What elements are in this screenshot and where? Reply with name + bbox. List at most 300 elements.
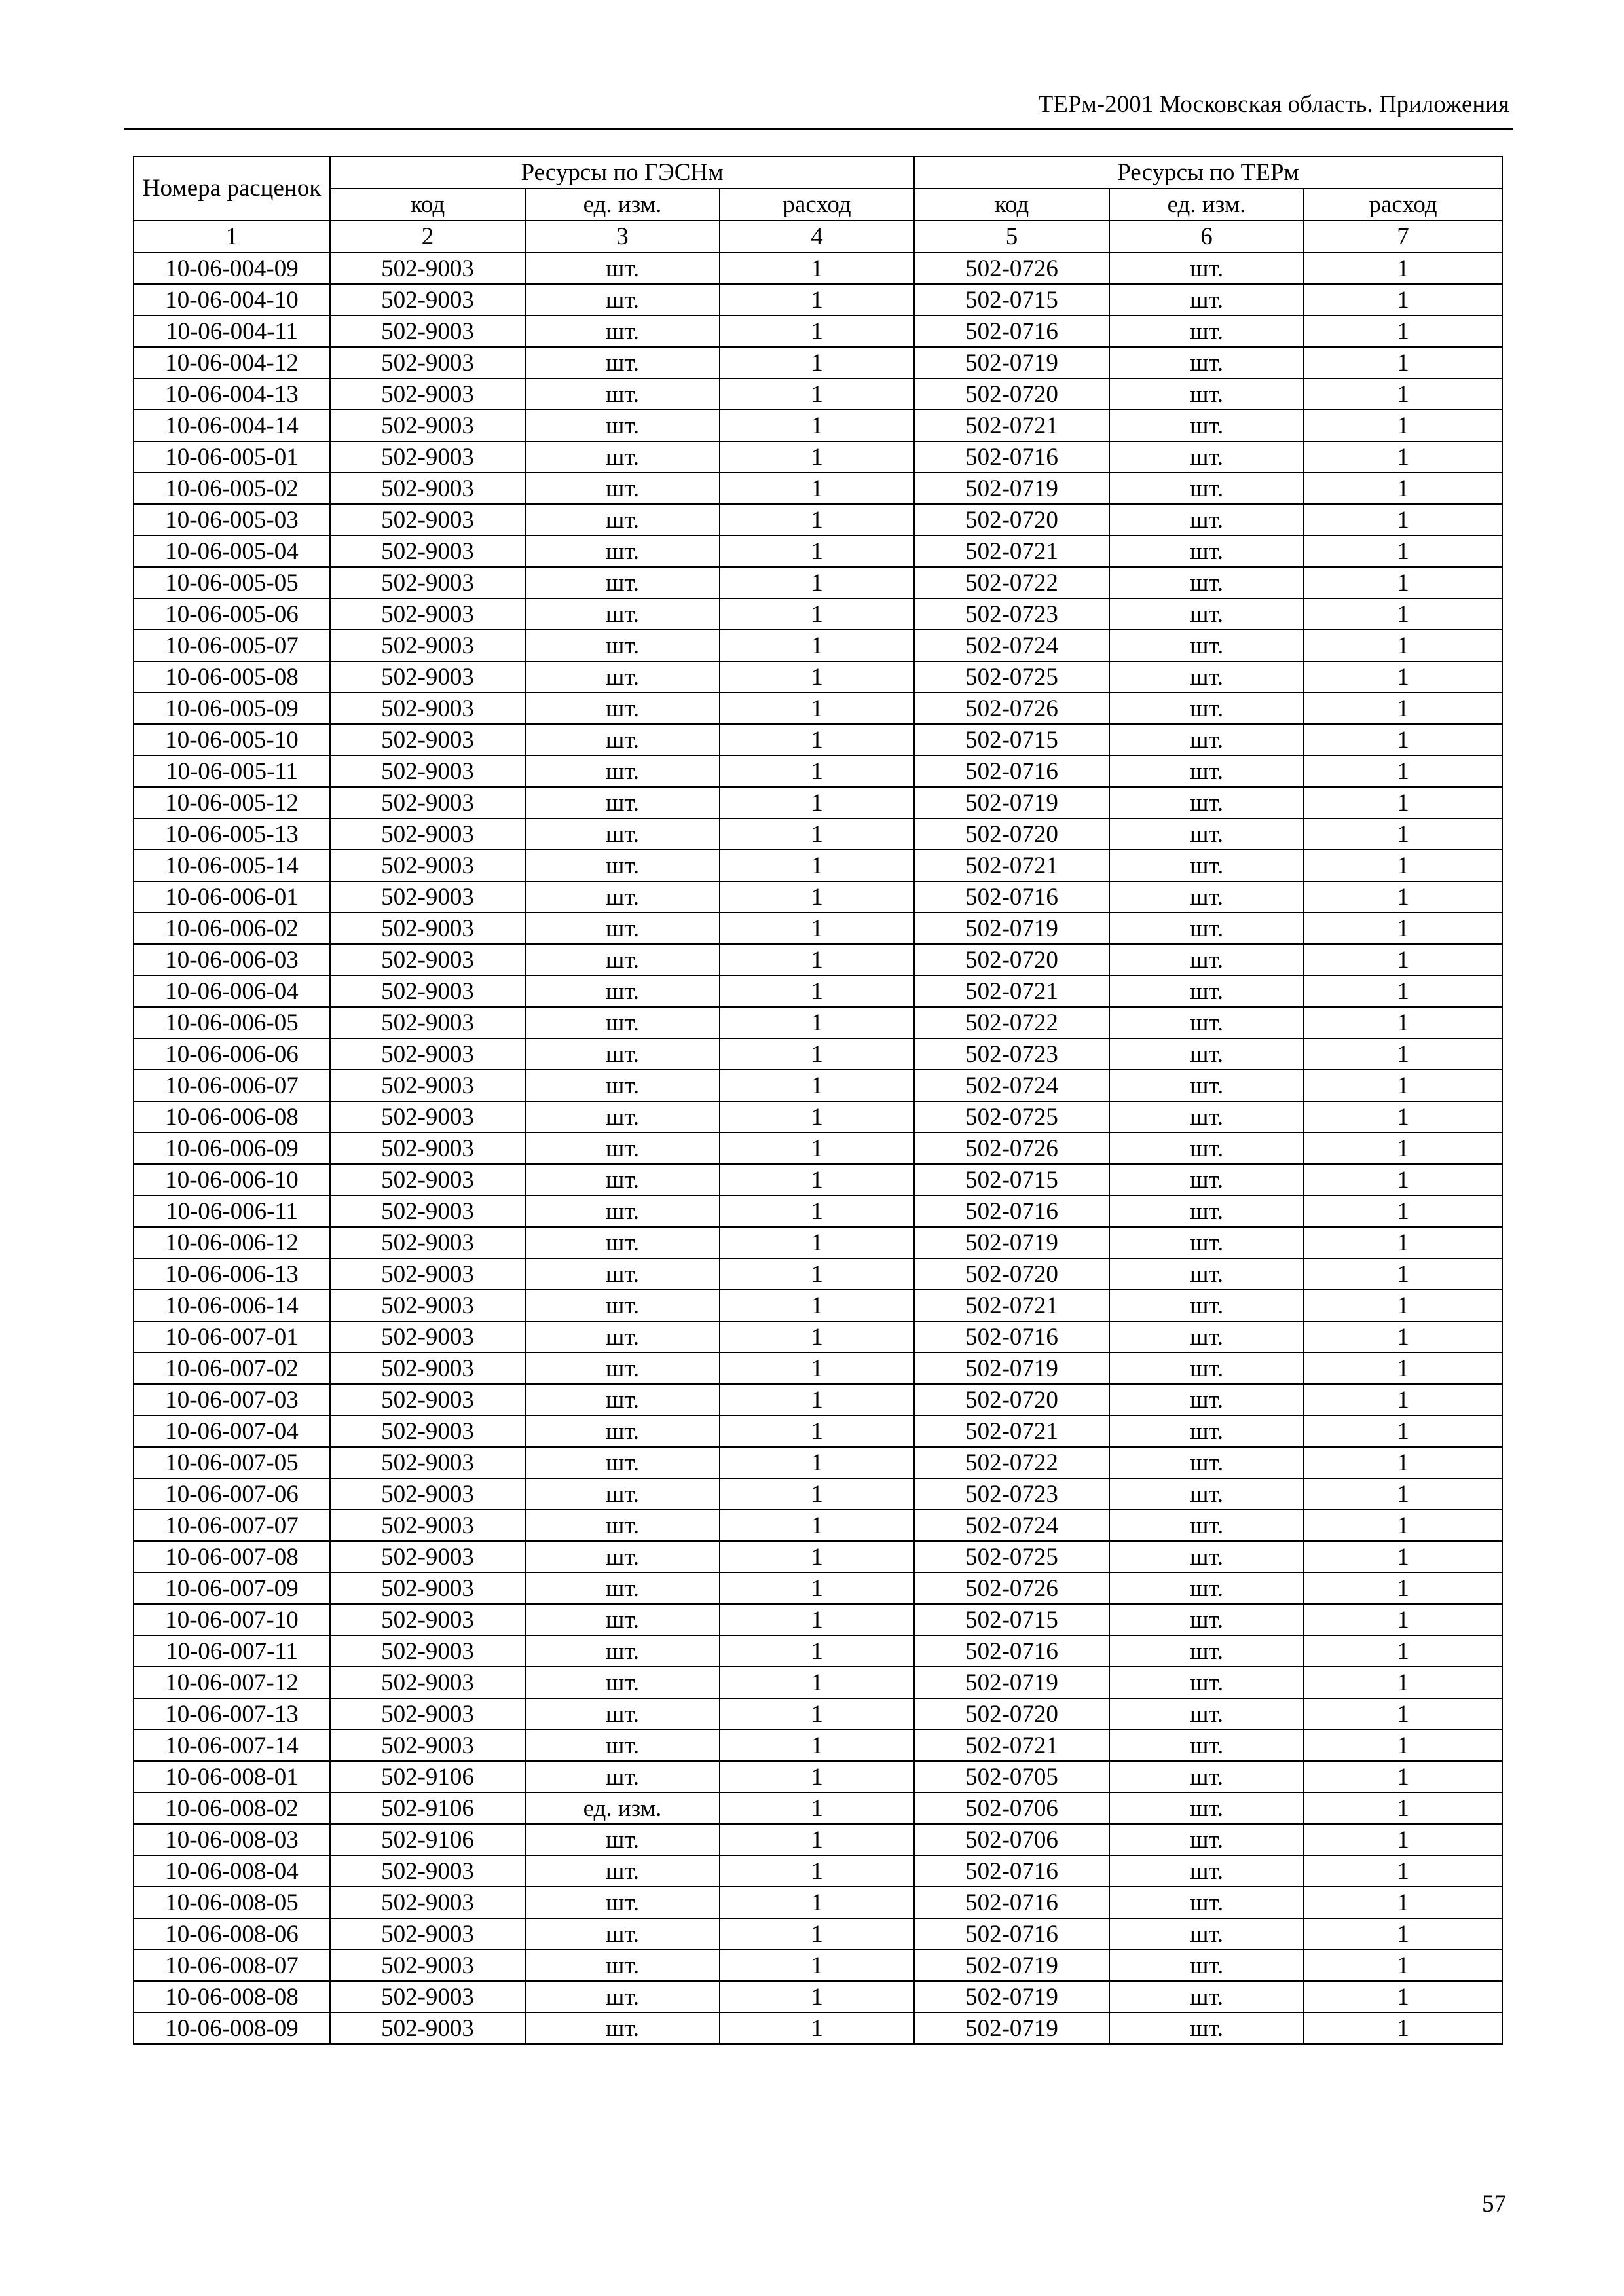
table-row (134, 693, 1502, 724)
ter-code-cell: 502-0715 (914, 284, 1109, 316)
gesn-code-cell: 502-9003 (330, 1227, 525, 1258)
table-header-row-top (134, 156, 1502, 189)
rate-number-cell: 10-06-006-09 (134, 1133, 330, 1164)
ter-consumption-cell: 1 (1304, 756, 1502, 787)
gesn-code-cell: 502-9106 (330, 1761, 525, 1793)
gesn-unit-cell: шт. (525, 724, 720, 756)
ter-unit-cell: шт. (1109, 1887, 1304, 1918)
ter-code-cell: 502-0722 (914, 567, 1109, 598)
rate-number-cell: 10-06-004-10 (134, 284, 330, 316)
rate-number-cell: 10-06-007-12 (134, 1667, 330, 1698)
gesn-code-cell: 502-9003 (330, 284, 525, 316)
table-row (134, 975, 1502, 1007)
rate-number-cell: 10-06-007-10 (134, 1604, 330, 1635)
rate-number-cell: 10-06-004-11 (134, 316, 330, 347)
ter-consumption-cell: 1 (1304, 410, 1502, 441)
gesn-unit-cell: шт. (525, 1070, 720, 1101)
column-header-ter-consumption: расход (1304, 189, 1502, 221)
ter-unit-cell: шт. (1109, 724, 1304, 756)
gesn-code-cell: 502-9003 (330, 1981, 525, 2013)
gesn-code-cell: 502-9003 (330, 598, 525, 630)
ter-unit-cell: шт. (1109, 1353, 1304, 1384)
table-row (134, 253, 1502, 284)
ter-code-cell: 502-0721 (914, 1730, 1109, 1761)
column-header-gesn-code: код (330, 189, 525, 221)
ter-code-cell: 502-0716 (914, 1918, 1109, 1950)
ter-consumption-cell: 1 (1304, 567, 1502, 598)
gesn-unit-cell: шт. (525, 1164, 720, 1195)
gesn-consumption-cell: 1 (720, 1258, 914, 1290)
ter-unit-cell: шт. (1109, 850, 1304, 881)
gesn-code-cell: 502-9003 (330, 630, 525, 661)
gesn-code-cell: 502-9003 (330, 1950, 525, 1981)
ter-code-cell: 502-0726 (914, 1133, 1109, 1164)
table-row (134, 1887, 1502, 1918)
gesn-consumption-cell: 1 (720, 1038, 914, 1070)
gesn-consumption-cell: 1 (720, 693, 914, 724)
gesn-consumption-cell: 1 (720, 881, 914, 913)
gesn-code-cell: 502-9003 (330, 1887, 525, 1918)
gesn-consumption-cell: 1 (720, 347, 914, 378)
ter-consumption-cell: 1 (1304, 661, 1502, 693)
table-row (134, 473, 1502, 504)
ter-unit-cell: шт. (1109, 504, 1304, 536)
gesn-unit-cell: шт. (525, 1855, 720, 1887)
table-row (134, 1007, 1502, 1038)
table-row (134, 1227, 1502, 1258)
ter-code-cell: 502-0716 (914, 1321, 1109, 1353)
gesn-consumption-cell: 1 (720, 1761, 914, 1793)
gesn-code-cell: 502-9003 (330, 1541, 525, 1573)
rate-number-cell: 10-06-005-11 (134, 756, 330, 787)
ter-unit-cell: шт. (1109, 1415, 1304, 1447)
page-number: 57 (1482, 2191, 1506, 2217)
table-row (134, 1667, 1502, 1698)
gesn-unit-cell: шт. (525, 1635, 720, 1667)
ter-code-cell: 502-0723 (914, 1038, 1109, 1070)
rate-number-cell: 10-06-007-04 (134, 1415, 330, 1447)
ter-code-cell: 502-0715 (914, 1604, 1109, 1635)
ter-code-cell: 502-0721 (914, 410, 1109, 441)
resources-table (133, 156, 1503, 2045)
gesn-unit-cell: шт. (525, 693, 720, 724)
ter-unit-cell: шт. (1109, 1573, 1304, 1604)
ter-unit-cell: шт. (1109, 567, 1304, 598)
gesn-code-cell: 502-9003 (330, 1038, 525, 1070)
gesn-unit-cell: шт. (525, 944, 720, 975)
gesn-code-cell: 502-9003 (330, 536, 525, 567)
gesn-code-cell: 502-9003 (330, 1070, 525, 1101)
gesn-consumption-cell: 1 (720, 1447, 914, 1478)
ter-consumption-cell: 1 (1304, 1855, 1502, 1887)
rate-number-cell: 10-06-006-01 (134, 881, 330, 913)
gesn-unit-cell: шт. (525, 316, 720, 347)
ter-code-cell: 502-0722 (914, 1447, 1109, 1478)
gesn-unit-cell: шт. (525, 1824, 720, 1855)
gesn-consumption-cell: 1 (720, 1227, 914, 1258)
ter-consumption-cell: 1 (1304, 536, 1502, 567)
ter-unit-cell: шт. (1109, 1007, 1304, 1038)
gesn-unit-cell: шт. (525, 1258, 720, 1290)
gesn-code-cell: 502-9003 (330, 1855, 525, 1887)
ter-unit-cell: шт. (1109, 787, 1304, 818)
ter-unit-cell: шт. (1109, 661, 1304, 693)
table-row (134, 661, 1502, 693)
ter-code-cell: 502-0716 (914, 1855, 1109, 1887)
gesn-consumption-cell: 1 (720, 630, 914, 661)
table-row (134, 504, 1502, 536)
gesn-code-cell: 502-9003 (330, 441, 525, 473)
gesn-consumption-cell: 1 (720, 473, 914, 504)
column-number-4: 4 (720, 221, 914, 253)
rate-number-cell: 10-06-006-10 (134, 1164, 330, 1195)
rate-number-cell: 10-06-005-13 (134, 818, 330, 850)
gesn-consumption-cell: 1 (720, 1478, 914, 1510)
ter-consumption-cell: 1 (1304, 1101, 1502, 1133)
ter-code-cell: 502-0715 (914, 1164, 1109, 1195)
ter-code-cell: 502-0722 (914, 1007, 1109, 1038)
column-number-6: 6 (1109, 221, 1304, 253)
ter-consumption-cell: 1 (1304, 1635, 1502, 1667)
gesn-unit-cell: шт. (525, 1195, 720, 1227)
rate-number-cell: 10-06-008-06 (134, 1918, 330, 1950)
ter-unit-cell: шт. (1109, 253, 1304, 284)
ter-consumption-cell: 1 (1304, 1384, 1502, 1415)
ter-code-cell: 502-0716 (914, 441, 1109, 473)
rate-number-cell: 10-06-008-03 (134, 1824, 330, 1855)
ter-consumption-cell: 1 (1304, 1415, 1502, 1447)
table-row (134, 1510, 1502, 1541)
table-row (134, 1415, 1502, 1447)
rate-number-cell: 10-06-007-13 (134, 1698, 330, 1730)
table-row (134, 1855, 1502, 1887)
rate-number-cell: 10-06-006-06 (134, 1038, 330, 1070)
gesn-unit-cell: шт. (525, 598, 720, 630)
ter-consumption-cell: 1 (1304, 1541, 1502, 1573)
table-row (134, 1635, 1502, 1667)
gesn-unit-cell: шт. (525, 850, 720, 881)
ter-consumption-cell: 1 (1304, 881, 1502, 913)
ter-code-cell: 502-0719 (914, 913, 1109, 944)
ter-code-cell: 502-0706 (914, 1793, 1109, 1824)
gesn-unit-cell: шт. (525, 1667, 720, 1698)
gesn-consumption-cell: 1 (720, 818, 914, 850)
table-row (134, 850, 1502, 881)
table-row (134, 1447, 1502, 1478)
ter-code-cell: 502-0719 (914, 1227, 1109, 1258)
gesn-code-cell: 502-9003 (330, 881, 525, 913)
ter-code-cell: 502-0720 (914, 378, 1109, 410)
gesn-consumption-cell: 1 (720, 1887, 914, 1918)
gesn-consumption-cell: 1 (720, 661, 914, 693)
column-number-7: 7 (1304, 221, 1502, 253)
ter-consumption-cell: 1 (1304, 598, 1502, 630)
rate-number-cell: 10-06-004-09 (134, 253, 330, 284)
ter-code-cell: 502-0716 (914, 881, 1109, 913)
table-row (134, 1290, 1502, 1321)
ter-consumption-cell: 1 (1304, 1478, 1502, 1510)
gesn-consumption-cell: 1 (720, 1101, 914, 1133)
rate-number-cell: 10-06-008-01 (134, 1761, 330, 1793)
table-row (134, 944, 1502, 975)
column-header-ter-unit: ед. изм. (1109, 189, 1304, 221)
rate-number-cell: 10-06-007-05 (134, 1447, 330, 1478)
gesn-code-cell: 502-9003 (330, 1447, 525, 1478)
gesn-unit-cell: шт. (525, 1101, 720, 1133)
gesn-consumption-cell: 1 (720, 756, 914, 787)
gesn-unit-cell: шт. (525, 1918, 720, 1950)
gesn-unit-cell: шт. (525, 473, 720, 504)
gesn-unit-cell: шт. (525, 2013, 720, 2044)
gesn-unit-cell: шт. (525, 567, 720, 598)
ter-unit-cell: шт. (1109, 1604, 1304, 1635)
ter-unit-cell: шт. (1109, 410, 1304, 441)
gesn-unit-cell: шт. (525, 818, 720, 850)
ter-unit-cell: шт. (1109, 441, 1304, 473)
gesn-unit-cell: шт. (525, 1290, 720, 1321)
gesn-code-cell: 502-9003 (330, 818, 525, 850)
column-group-ter: Ресурсы по ТЕРм (914, 156, 1502, 189)
rate-number-cell: 10-06-005-03 (134, 504, 330, 536)
ter-consumption-cell: 1 (1304, 1761, 1502, 1793)
table-row (134, 1981, 1502, 2013)
table-row (134, 1824, 1502, 1855)
rate-number-cell: 10-06-006-04 (134, 975, 330, 1007)
ter-unit-cell: шт. (1109, 1824, 1304, 1855)
gesn-unit-cell: шт. (525, 504, 720, 536)
gesn-code-cell: 502-9003 (330, 944, 525, 975)
ter-consumption-cell: 1 (1304, 1195, 1502, 1227)
rate-number-cell: 10-06-008-05 (134, 1887, 330, 1918)
gesn-consumption-cell: 1 (720, 1290, 914, 1321)
rate-number-cell: 10-06-008-07 (134, 1950, 330, 1981)
gesn-unit-cell: шт. (525, 913, 720, 944)
table-row (134, 1698, 1502, 1730)
gesn-code-cell: 502-9003 (330, 1101, 525, 1133)
gesn-unit-cell: шт. (525, 756, 720, 787)
ter-consumption-cell: 1 (1304, 787, 1502, 818)
gesn-code-cell: 502-9003 (330, 2013, 525, 2044)
ter-consumption-cell: 1 (1304, 1510, 1502, 1541)
ter-unit-cell: шт. (1109, 1258, 1304, 1290)
table-row (134, 347, 1502, 378)
ter-consumption-cell: 1 (1304, 1164, 1502, 1195)
ter-consumption-cell: 1 (1304, 347, 1502, 378)
ter-code-cell: 502-0716 (914, 1635, 1109, 1667)
ter-consumption-cell: 1 (1304, 1981, 1502, 2013)
gesn-code-cell: 502-9003 (330, 253, 525, 284)
ter-consumption-cell: 1 (1304, 913, 1502, 944)
gesn-unit-cell: шт. (525, 284, 720, 316)
table-row (134, 630, 1502, 661)
ter-code-cell: 502-0720 (914, 504, 1109, 536)
ter-code-cell: 502-0720 (914, 1384, 1109, 1415)
table-row (134, 1164, 1502, 1195)
table-row (134, 1038, 1502, 1070)
ter-unit-cell: шт. (1109, 756, 1304, 787)
ter-code-cell: 502-0724 (914, 630, 1109, 661)
gesn-code-cell: 502-9003 (330, 1007, 525, 1038)
gesn-consumption-cell: 1 (720, 1855, 914, 1887)
rate-number-cell: 10-06-007-08 (134, 1541, 330, 1573)
table-row (134, 818, 1502, 850)
ter-unit-cell: шт. (1109, 598, 1304, 630)
gesn-consumption-cell: 1 (720, 284, 914, 316)
gesn-consumption-cell: 1 (720, 1824, 914, 1855)
rate-number-cell: 10-06-005-04 (134, 536, 330, 567)
gesn-code-cell: 502-9003 (330, 1321, 525, 1353)
gesn-unit-cell: шт. (525, 378, 720, 410)
column-header-rate-numbers-label: Номера расценок (142, 174, 322, 202)
gesn-code-cell: 502-9003 (330, 1730, 525, 1761)
gesn-unit-cell: шт. (525, 410, 720, 441)
ter-code-cell: 502-0719 (914, 1667, 1109, 1698)
gesn-consumption-cell: 1 (720, 1667, 914, 1698)
table-row (134, 378, 1502, 410)
rate-number-cell: 10-06-005-08 (134, 661, 330, 693)
rate-number-cell: 10-06-004-14 (134, 410, 330, 441)
rate-number-cell: 10-06-004-13 (134, 378, 330, 410)
ter-consumption-cell: 1 (1304, 1573, 1502, 1604)
ter-code-cell: 502-0720 (914, 818, 1109, 850)
gesn-code-cell: 502-9003 (330, 1635, 525, 1667)
ter-consumption-cell: 1 (1304, 316, 1502, 347)
gesn-unit-cell: шт. (525, 1950, 720, 1981)
table-row (134, 567, 1502, 598)
ter-code-cell: 502-0720 (914, 944, 1109, 975)
ter-consumption-cell: 1 (1304, 1447, 1502, 1478)
gesn-unit-cell: шт. (525, 1384, 720, 1415)
ter-consumption-cell: 1 (1304, 1258, 1502, 1290)
table-row (134, 1541, 1502, 1573)
gesn-consumption-cell: 1 (720, 1793, 914, 1824)
ter-unit-cell: шт. (1109, 818, 1304, 850)
ter-consumption-cell: 1 (1304, 630, 1502, 661)
column-group-gesn: Ресурсы по ГЭСНм (330, 156, 914, 189)
rate-number-cell: 10-06-008-09 (134, 2013, 330, 2044)
ter-consumption-cell: 1 (1304, 1918, 1502, 1950)
ter-consumption-cell: 1 (1304, 1290, 1502, 1321)
column-number-3: 3 (525, 221, 720, 253)
table-header-row-sub (134, 189, 1502, 221)
gesn-unit-cell: шт. (525, 1353, 720, 1384)
rate-number-cell: 10-06-006-02 (134, 913, 330, 944)
gesn-code-cell: 502-9003 (330, 347, 525, 378)
ter-unit-cell: шт. (1109, 347, 1304, 378)
table-row (134, 2013, 1502, 2044)
gesn-consumption-cell: 1 (720, 724, 914, 756)
table-row (134, 1604, 1502, 1635)
ter-code-cell: 502-0720 (914, 1258, 1109, 1290)
ter-code-cell: 502-0705 (914, 1761, 1109, 1793)
gesn-consumption-cell: 1 (720, 1070, 914, 1101)
gesn-unit-cell: шт. (525, 441, 720, 473)
gesn-consumption-cell: 1 (720, 567, 914, 598)
ter-consumption-cell: 1 (1304, 1824, 1502, 1855)
gesn-unit-cell: шт. (525, 1761, 720, 1793)
gesn-unit-cell: шт. (525, 787, 720, 818)
rate-number-cell: 10-06-007-01 (134, 1321, 330, 1353)
gesn-unit-cell: шт. (525, 881, 720, 913)
gesn-consumption-cell: 1 (720, 1604, 914, 1635)
gesn-code-cell: 502-9106 (330, 1793, 525, 1824)
ter-code-cell: 502-0706 (914, 1824, 1109, 1855)
gesn-code-cell: 502-9003 (330, 975, 525, 1007)
column-header-ter-code: код (914, 189, 1109, 221)
gesn-consumption-cell: 1 (720, 1353, 914, 1384)
gesn-consumption-cell: 1 (720, 1635, 914, 1667)
table-row (134, 1918, 1502, 1950)
gesn-consumption-cell: 1 (720, 1950, 914, 1981)
ter-consumption-cell: 1 (1304, 253, 1502, 284)
gesn-unit-cell: шт. (525, 1541, 720, 1573)
column-header-rate-numbers (134, 156, 330, 221)
ter-code-cell: 502-0723 (914, 1478, 1109, 1510)
ter-unit-cell: шт. (1109, 1667, 1304, 1698)
ter-consumption-cell: 1 (1304, 1793, 1502, 1824)
ter-code-cell: 502-0724 (914, 1510, 1109, 1541)
ter-unit-cell: шт. (1109, 1101, 1304, 1133)
table-row (134, 1070, 1502, 1101)
rate-number-cell: 10-06-007-02 (134, 1353, 330, 1384)
ter-consumption-cell: 1 (1304, 850, 1502, 881)
gesn-consumption-cell: 1 (720, 975, 914, 1007)
ter-consumption-cell: 1 (1304, 1667, 1502, 1698)
ter-code-cell: 502-0719 (914, 347, 1109, 378)
gesn-code-cell: 502-9003 (330, 473, 525, 504)
ter-unit-cell: шт. (1109, 913, 1304, 944)
rate-number-cell: 10-06-006-08 (134, 1101, 330, 1133)
ter-consumption-cell: 1 (1304, 1007, 1502, 1038)
ter-consumption-cell: 1 (1304, 441, 1502, 473)
ter-consumption-cell: 1 (1304, 473, 1502, 504)
ter-unit-cell: шт. (1109, 1384, 1304, 1415)
gesn-consumption-cell: 1 (720, 1133, 914, 1164)
table-row (134, 1101, 1502, 1133)
table-row (134, 1353, 1502, 1384)
ter-unit-cell: шт. (1109, 1038, 1304, 1070)
gesn-unit-cell: шт. (525, 661, 720, 693)
ter-unit-cell: шт. (1109, 1793, 1304, 1824)
ter-unit-cell: шт. (1109, 1447, 1304, 1478)
rate-number-cell: 10-06-005-07 (134, 630, 330, 661)
table-row (134, 1950, 1502, 1981)
ter-unit-cell: шт. (1109, 1510, 1304, 1541)
gesn-unit-cell: шт. (525, 253, 720, 284)
gesn-consumption-cell: 1 (720, 1195, 914, 1227)
ter-code-cell: 502-0721 (914, 1290, 1109, 1321)
ter-unit-cell: шт. (1109, 1290, 1304, 1321)
ter-unit-cell: шт. (1109, 1730, 1304, 1761)
ter-consumption-cell: 1 (1304, 378, 1502, 410)
ter-unit-cell: шт. (1109, 944, 1304, 975)
ter-consumption-cell: 1 (1304, 818, 1502, 850)
ter-unit-cell: шт. (1109, 1227, 1304, 1258)
ter-consumption-cell: 1 (1304, 724, 1502, 756)
rate-number-cell: 10-06-006-05 (134, 1007, 330, 1038)
ter-unit-cell: шт. (1109, 1541, 1304, 1573)
ter-consumption-cell: 1 (1304, 1038, 1502, 1070)
gesn-consumption-cell: 1 (720, 410, 914, 441)
rate-number-cell: 10-06-005-01 (134, 441, 330, 473)
gesn-consumption-cell: 1 (720, 1918, 914, 1950)
table-row (134, 1195, 1502, 1227)
ter-code-cell: 502-0725 (914, 1541, 1109, 1573)
table-row (134, 913, 1502, 944)
rate-number-cell: 10-06-005-05 (134, 567, 330, 598)
gesn-unit-cell: шт. (525, 1415, 720, 1447)
gesn-unit-cell: шт. (525, 1321, 720, 1353)
